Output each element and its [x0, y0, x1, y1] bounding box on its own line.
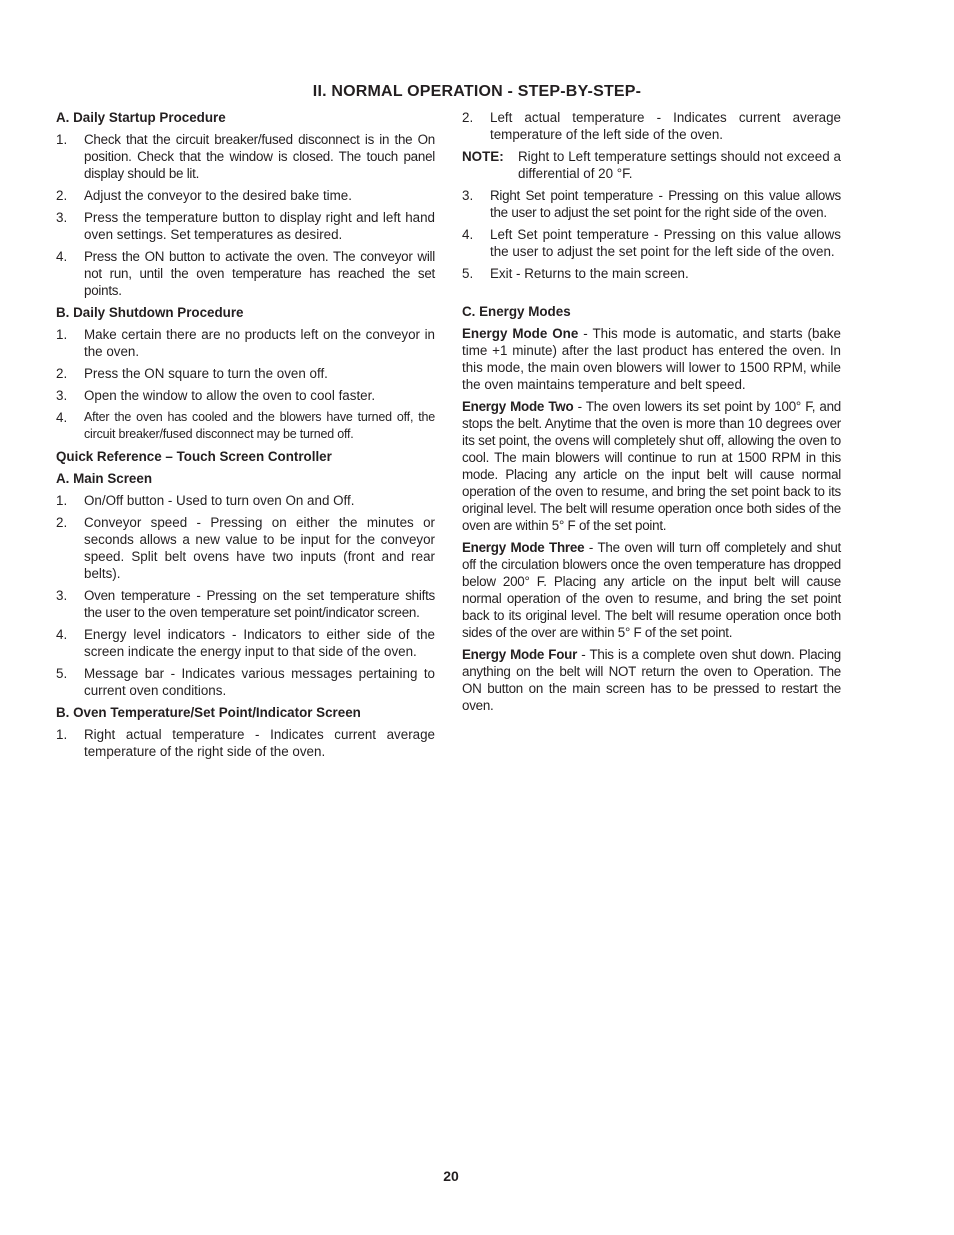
list-item: 5. Exit - Returns to the main screen. — [462, 266, 689, 281]
list-item: 2. Adjust the conveyor to the desired bake time. — [56, 188, 352, 203]
note: NOTE: Right to Left temperature settings should not exceed a differential of 20 °F. — [462, 149, 841, 181]
list-item: 3. Open the window to allow the oven to cool faster. — [56, 388, 376, 403]
list-item: 4. After the oven has cooled and the blowers have turned off, the circuit breaker/fused disconnect may be turned off. — [56, 410, 435, 441]
list-item: 3. Right Set point temperature - Pressing on this value allows the user to adjust the set point for the right side of the oven. — [462, 188, 841, 220]
list-item: 3. Oven temperature - Pressing on the set temperature shifts the user to the oven temperature set point/indicator screen. — [56, 588, 435, 620]
section-heading-main-screen: A. Main Screen — [56, 471, 152, 486]
energy-mode-paragraph: Energy Mode Two - The oven lowers its set point by 100° F, and stops the belt. Anytime that the oven is more than 10 degrees over its set point, the ovens will completely shut off, allowing the oven to cool. The main blowers will continue to run at 1500 RPM in this mode. Placing any article on the input belt will cause normal operation of the oven to resume, and bring the set point back to its original level. The belt will resume operation once both sides of the oven are within 5° F of the set point. — [462, 399, 842, 533]
section-heading-energy-modes: C. Energy Modes — [462, 304, 571, 319]
list-item: 1. On/Off button - Used to turn oven On and Off. — [56, 493, 355, 508]
page-number: 20 — [443, 1168, 459, 1184]
list-item: 3. Press the temperature button to display right and left hand oven settings. Set temperatures as desired. — [56, 210, 435, 242]
list-item: 1. Check that the circuit breaker/fused disconnect is in the On position. Check that the window is closed. The touch panel display should be lit. — [56, 132, 435, 181]
energy-mode-paragraph: Energy Mode Three - The oven will turn off completely and shut off the circulation blowers once the oven temperature has dropped below 200° F. Placing any article on the input belt will cause normal operation of the oven to resume, and bring the set point back to its original level. The belt will resume operation once both sides of the over are within 5° F of the set point. — [462, 540, 841, 640]
list-item: 4. Energy level indicators - Indicators to either side of the screen indicate the energy input to that side of the oven. — [56, 627, 435, 659]
list-item: 1. Right actual temperature - Indicates current average temperature of the right side of the oven. — [56, 727, 435, 759]
note-label: NOTE: — [462, 149, 504, 164]
section-heading-daily-startup: A. Daily Startup Procedure — [56, 110, 226, 125]
page-title: II. NORMAL OPERATION - STEP-BY-STEP- — [312, 83, 642, 100]
list-item: 2. Conveyor speed - Pressing on either the minutes or seconds allows a new value to be input for the conveyor speed. Split belt ovens have two inputs (front and rear belts). — [56, 515, 435, 581]
list-item: 1. Make certain there are no products left on the conveyor in the oven. — [56, 327, 435, 359]
list-item: 2. Left actual temperature - Indicates current average temperature of the left side of the oven. — [462, 110, 841, 142]
right-column — [462, 109, 841, 719]
list-item: 4. Left Set point temperature - Pressing on this value allows the user to adjust the set point for the left side of the oven. — [462, 227, 841, 259]
section-heading-quick-reference: Quick Reference – Touch Screen Controller — [56, 449, 332, 464]
section-heading-oven-temp-screen: B. Oven Temperature/Set Point/Indicator Screen — [56, 705, 361, 720]
energy-mode-paragraph: Energy Mode One - This mode is automatic, and starts (bake time +1 minute) after the last product has entered the oven. In this mode, the main oven blowers will lower to 1500 RPM, while the oven maintains temperature and belt speed. — [462, 326, 841, 392]
left-column — [56, 109, 435, 765]
energy-mode-paragraph: Energy Mode Four - This is a complete oven shut down. Placing anything on the belt will NOT return the oven to Operation. The ON button on the main screen has to be pressed to restart the oven. — [462, 647, 841, 713]
section-heading-daily-shutdown: B. Daily Shutdown Procedure — [56, 305, 244, 320]
list-item: 5. Message bar - Indicates various messages pertaining to current oven conditions. — [56, 666, 435, 698]
list-item: 2. Press the ON square to turn the oven off. — [56, 366, 328, 381]
list-item: 4. Press the ON button to activate the oven. The conveyor will not run, until the oven temperature has reached the set points. — [56, 249, 435, 298]
